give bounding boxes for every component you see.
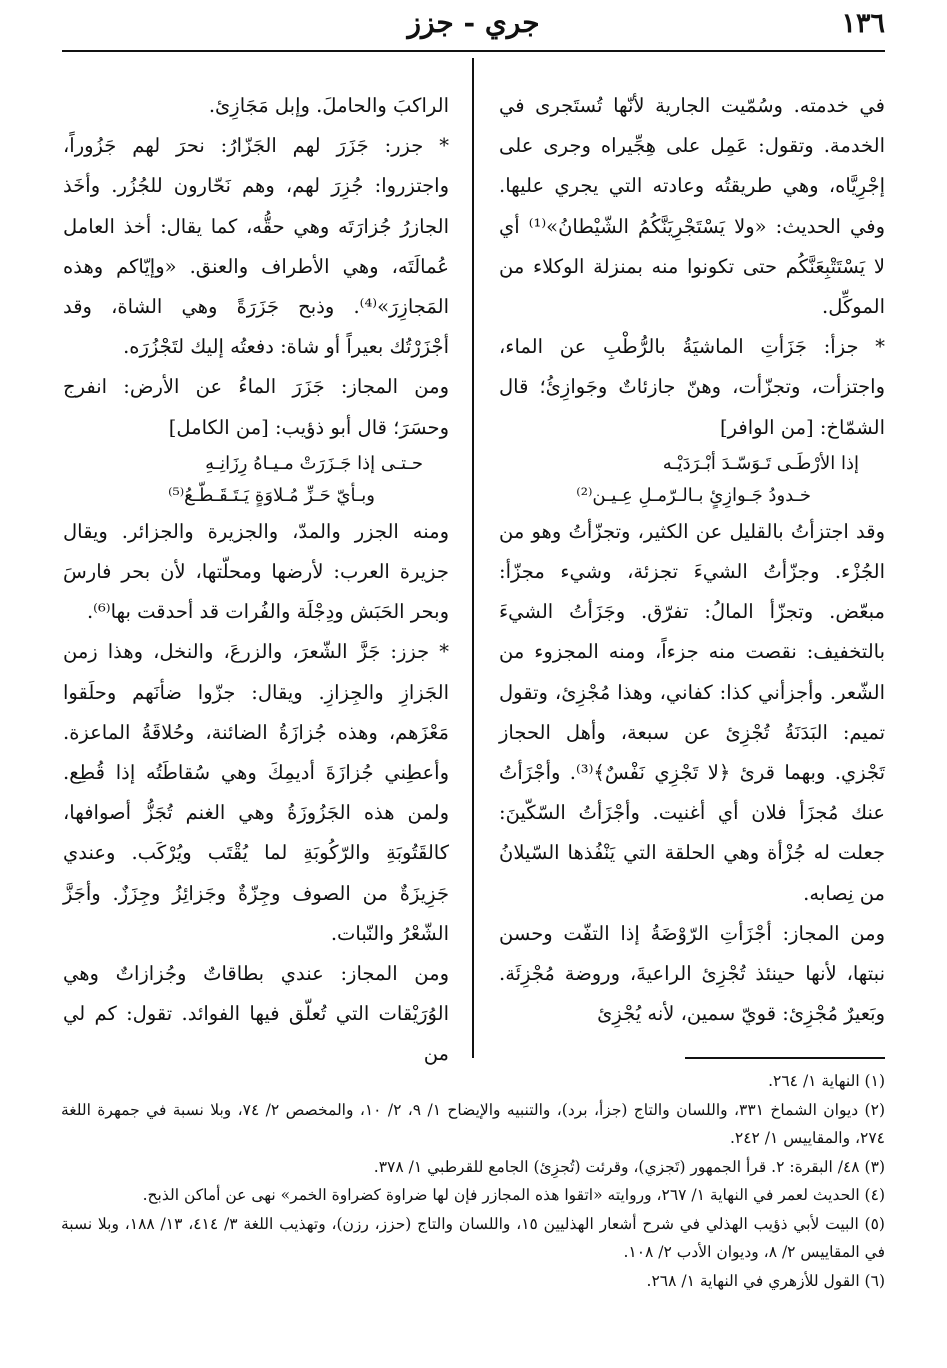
footnote: (٣) ٤٨/ البقرة: ٢. قرأ الجمهور (تَجزي)، وقرئت (تُجزِئ) الجامع للقرطبي ١/ ٣٧٨. <box>373 1157 885 1176</box>
paragraph: الراكبَ والحاملَ. وإبل مَجَازِئ. <box>208 94 449 117</box>
paragraph-majaz: ومن المجاز: عندي بطاقاتٌ وجُزازاتٌ وهي الوُرَيْقات التي تُعلّق فيها الفوائد. تقول: كم لي من <box>63 962 449 1066</box>
verse-abu-dhuayb <box>63 448 449 512</box>
entry-jazar: * جزر: جَزَرَ لهم الجَزّارُ: نحرَ لهم جَزُوراً، واجتزروا: جُزِرَ لهم، وهم نَحّارون للجُزُر. وأخَذ الجازرُ جُزارَتَه وهي حقُّه، كما يقال: أخذ العامل عُمالَتَه، وهي الأطراف والعنق. «وإيّاكم وهذه المَجازِرَ»⁽⁴⁾. وذبح جَزَرَةً وهي الشاة، وقد أجْزَرْتُك بعيراً أو شاة: دفعتُه إليك لتَجْزُرَه. <box>63 134 449 359</box>
verse-line: خـدودُ جَـوازِئٍ بـالـرّمـلِ عِـيـن⁽²⁾ <box>576 484 811 506</box>
entry-jaza: * جزأ: جَزَأتِ الماشيَةُ بالرُّطْبِ عن الماء، واجتزأت، وتجزّأت، وهنّ جازئاتٌ وجَوازِئُ؛ قال الشمّاخ: [من الوافر] <box>499 335 885 439</box>
entry-jazz: * جزز: جَزَّ الشّعرَ، والزرعَ، والنخل، وهذا زمن الجَزازِ والجِزازِ. ويقال: جزّوا ضأنَهم وحلَقوا مَعْزَهم، وهذه جُزازَةُ الضائنة، وحُلاقَةُ الماعزة. وأعطِني جُزازَةَ أديمِكَ وهي سُقاطَتُه إذا قُطِع. ولمن هذه الجَزُوزَةُ وهي الغنم تُجَزُّ أصوافها، كالقَتُوبَةِ والرّكُوبَةِ لما يُقْتَب ويُرْكَب. وعندي جَزِيزَةٌ من الصوف وجِزّةٌ وجَزائِزُ وجِزَزٌ. وأجَزَّ الشّعْرُ والنّبات. <box>63 640 449 945</box>
verse-shammakh <box>499 448 885 512</box>
footnote-rule <box>685 1057 885 1059</box>
footnote: (٥) البيت لأبي ذؤيب الهذلي في شرح أشعار الهذليين ١٥، واللسان والتاج (حزز، رزن)، وتهذيب اللغة ٣/ ٤١٤، ١٣/ ١٨٨، وبلا نسبة في المقاييس ٢/ ٨، وديوان الأدب ٢/ ١٠٨. <box>61 1214 885 1261</box>
footnote: (١) النهاية ١/ ٢٦٤. <box>768 1072 885 1090</box>
page-header <box>62 6 885 46</box>
paragraph-majaz: ومن المجاز: جَزَرَ الماءُ عن الأرض: انفرج وحسَرَ؛ قال أبو ذؤيب: [من الكامل] <box>63 375 449 439</box>
page-number: ١٣٦ <box>841 8 885 39</box>
footnote: (٦) القول للأزهري في النهاية ١/ ٢٦٨. <box>646 1271 885 1290</box>
paragraph: ومنه الجزر والمدّ، والجزيرة والجزائر. ويقال جزيرة العرب: لأرضها ومحلّتها، لأن بحر فارسَ وبحر الحَبَش ودِجْلَة والفُرات قد أحدقت بها⁽⁶⁾. <box>63 519 449 624</box>
column-divider <box>472 58 474 1058</box>
paragraph: في خدمته. وسُمّيت الجارية لأنّها تُستَجرى في الخدمة. وتقول: عَمِل على هِجِّيراه وجرى على إجْرِيَّاه، وهي طريقتُه وعادته التي يجري عليها. وفي الحديث: «ولا يَسْتَجْرِيَنَّكُمُ الشّيْطانُ»⁽¹⁾ أي لا يَسْتَتْبِعَنَّكُم حتى تكونوا منه بمنزلة الوكلاء من الموكِّل. <box>499 94 886 319</box>
verse-line: حـتـى إذا جَـزَرَتْ مـيـاهُ رِزَانِـهِ <box>205 452 423 474</box>
header-rule <box>62 50 885 52</box>
footnote: (٤) الحديث لعمر في النهاية ١/ ٢٦٧، وروايته «اتقوا هذه المجازر فإن لها ضراوة كضراوة الخمر» نهى عن أماكن الذبح. <box>142 1186 885 1204</box>
left-column <box>63 86 449 1075</box>
paragraph-majaz: ومن المجاز: أجْزَأتِ الرّوْضَةُ إذا التفّت وحسن نبتها، لأنها حينئذ تُجْزِئ الراعيةَ، وروضة مُجْزِئَة. وبَعيرٌ مُجْزِئ: قويّ سمين، لأنه يُجْزِئ <box>499 921 885 1026</box>
footnotes <box>61 1067 885 1295</box>
verse-line: وبـأيّ حَـزِّ مُـلاوَةٍ يَـتَـقَـطّـعُ⁽⁵⁾ <box>168 484 375 506</box>
footnote: (٢) ديوان الشماخ ٣٣١، واللسان والتاج (جزأ، برد)، والتنبيه والإيضاح ١/ ٩، ٢/ ١٠، والمخصص ٢/ ٧٤، وبلا نسبة في جمهرة اللغة ٢٧٤، والمقاييس ١/ ٢٤٢. <box>61 1100 885 1147</box>
right-column <box>499 86 885 1034</box>
paragraph: وقد اجتزأتُ بالقليل عن الكثير، وتجزّأتُ وهو من الجُزْء. وجزّأتُ الشيءَ تجزئة، وشيء مجزّأ: مبعّض. وتجزّأ المالُ: تفرّق. وجَزَأتُ الشيءَ بالتخفيف: نقصت منه جزءاً، ومنه المجزوء من الشّعر. وأجزأني كذا: كفاني، وهذا مُجْزِئ، وتقول تميم: البَدَنَةُ تُجْزِئ عن سبعة، وأهل الحجاز تَجْزي. وبهما قرئ ﴿لا تَجْزِي نَفْسٌ﴾⁽³⁾. وأجْزَأتُ عنك مُجزَأ فلان أي أغنيت. وأجْزَأتُ السّكّينَ: جعلت له جُزْأة وهي الحلقة التي يَنْفُذها السّيلانُ من نِصابه. <box>499 519 885 905</box>
verse-line: إذا الأرْطَـى تَـوَسّـدَ أبْـرَدَيْـه <box>662 452 859 474</box>
running-head: جري - جزز <box>407 6 540 39</box>
